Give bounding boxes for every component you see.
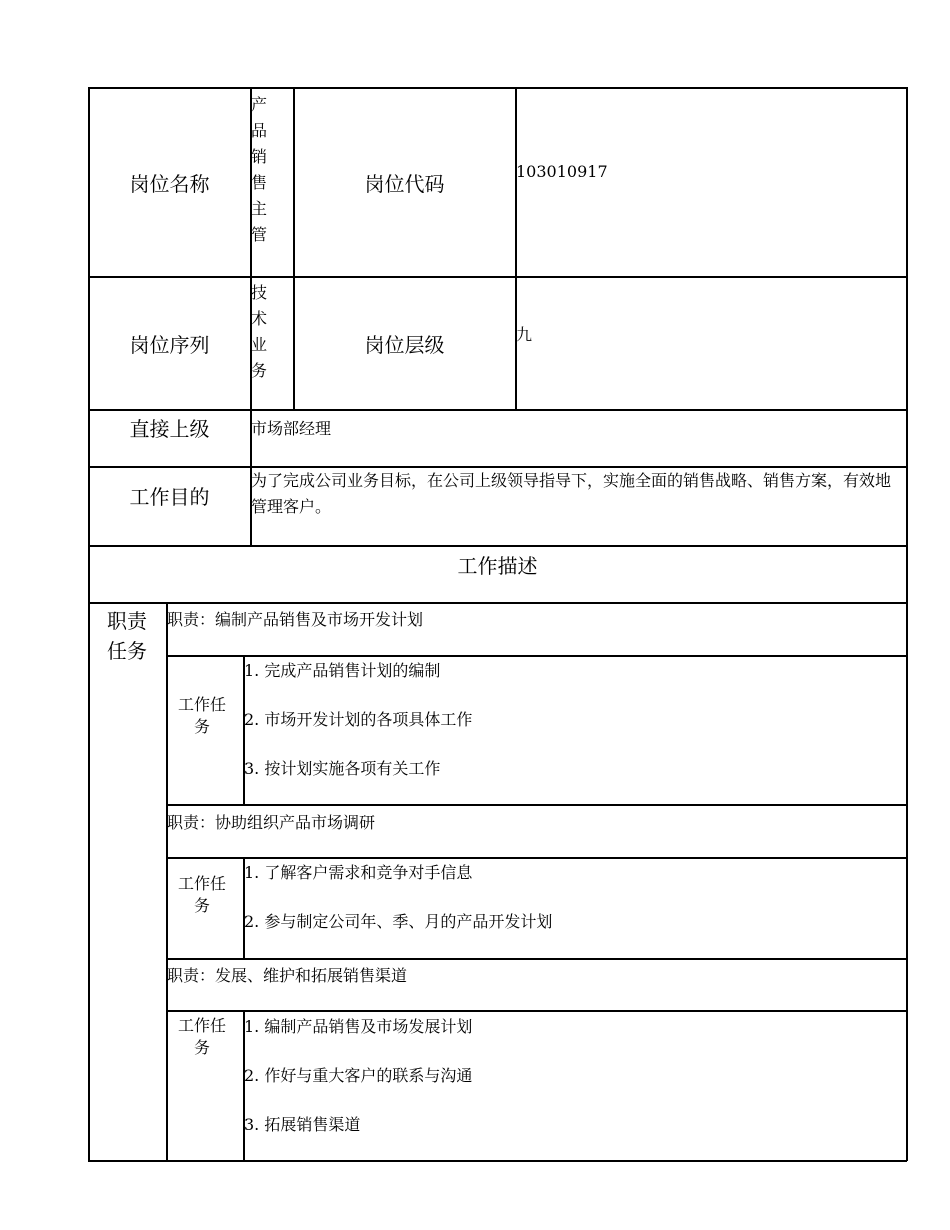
purpose-label: 工作目的 xyxy=(129,485,210,509)
purpose-value: 为了完成公司业务目标，在公司上级领导指导下，实施全面的销售战略、销售方案，有效地管理客户。 xyxy=(251,471,892,516)
position-sequence-value: 技术业务 xyxy=(251,283,268,380)
work-description-title: 工作描述 xyxy=(457,554,538,578)
position-sequence-label: 岗位序列 xyxy=(129,332,210,357)
task-item: 2. 市场开发计划的各项具体工作 xyxy=(244,710,473,729)
task-item: 2. 参与制定公司年、季、月的产品开发计划 xyxy=(244,912,553,931)
task-label: 工作任务 xyxy=(177,695,226,736)
task-item: 3. 按计划实施各项有关工作 xyxy=(244,759,441,778)
duty-title: 职责：协助组织产品市场调研 xyxy=(167,813,376,832)
position-name-label: 岗位名称 xyxy=(129,171,210,196)
position-name-value: 产品销售主管 xyxy=(251,95,268,244)
table-border xyxy=(88,602,907,604)
table-border xyxy=(166,1010,907,1012)
table-border xyxy=(166,655,907,657)
table-border xyxy=(166,602,168,1161)
table-border xyxy=(906,87,908,1161)
task-label: 工作任务 xyxy=(177,874,226,915)
duty-title: 职责：发展、维护和拓展销售渠道 xyxy=(167,966,408,985)
table-border xyxy=(166,958,907,960)
task-item: 2. 作好与重大客户的联系与沟通 xyxy=(244,1066,473,1085)
table-border xyxy=(166,804,907,806)
superior-value: 市场部经理 xyxy=(251,419,332,438)
task-item: 3. 拓展销售渠道 xyxy=(244,1115,361,1134)
position-code-value: 103010917 xyxy=(516,162,608,181)
table-border xyxy=(88,545,907,547)
position-level-label: 岗位层级 xyxy=(364,332,445,357)
task-label: 工作任务 xyxy=(177,1016,226,1057)
duty-title: 职责：编制产品销售及市场开发计划 xyxy=(167,610,424,629)
position-code-label: 岗位代码 xyxy=(364,171,445,196)
table-border xyxy=(88,1160,907,1162)
table-border xyxy=(166,857,907,859)
table-border xyxy=(88,409,907,411)
duties-label: 职责任务 xyxy=(107,609,147,663)
task-item: 1. 编制产品销售及市场发展计划 xyxy=(244,1017,473,1036)
task-item: 1. 完成产品销售计划的编制 xyxy=(244,661,441,680)
position-level-value: 九 xyxy=(516,325,533,344)
table-border xyxy=(515,87,517,410)
superior-label: 直接上级 xyxy=(129,417,210,441)
task-item: 1. 了解客户需求和竞争对手信息 xyxy=(244,863,473,882)
